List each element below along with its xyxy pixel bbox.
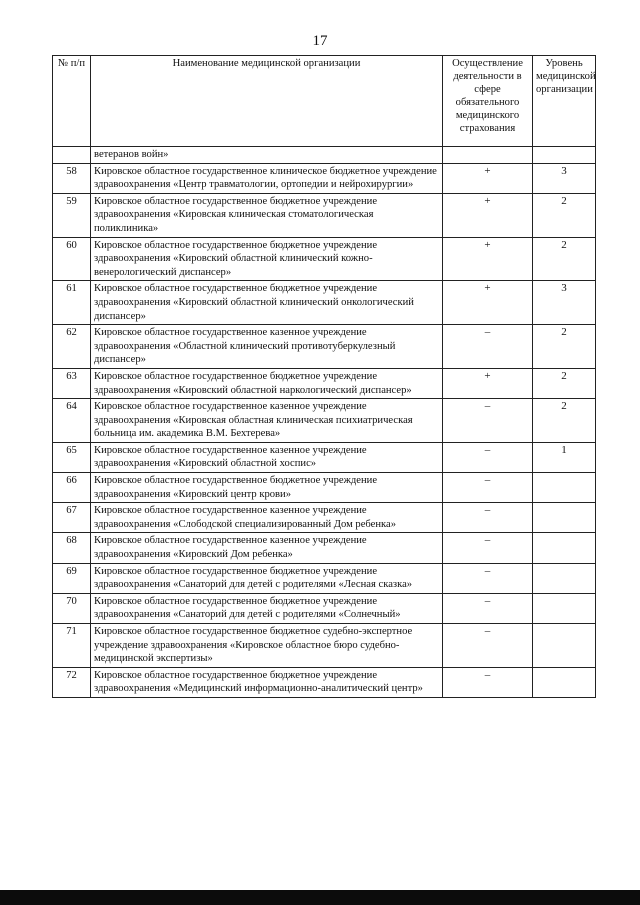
oms-mark: –	[443, 624, 533, 668]
table-row	[53, 593, 596, 623]
organization-name: Кировское областное государственное казенное учреждение здравоохранения «Слободской специализированный Дом ребенка»	[91, 503, 443, 533]
organization-level	[533, 473, 596, 503]
row-number: 69	[53, 563, 91, 593]
row-number: 70	[53, 593, 91, 623]
row-number: 61	[53, 281, 91, 325]
table-row	[53, 399, 596, 443]
page-number: 17	[312, 33, 328, 49]
oms-mark: +	[443, 237, 533, 281]
organization-name: Кировское областное государственное бюджетное учреждение здравоохранения «Кировский областной наркологический диспансер»	[91, 368, 443, 398]
oms-mark: +	[443, 163, 533, 193]
continuation-level	[533, 147, 596, 164]
organization-name: Кировское областное государственное бюджетное учреждение здравоохранения «Кировский областной клинический кожно-венерологический диспансер»	[91, 237, 443, 281]
scan-bottom-border	[0, 890, 640, 905]
table-row	[53, 667, 596, 697]
table-row	[53, 163, 596, 193]
oms-mark: –	[443, 593, 533, 623]
organization-name: Кировское областное государственное бюджетное судебно-экспертное учреждение здравоохранения «Кировское областное бюро судебно-медицинской экспертизы»	[91, 624, 443, 668]
row-number: 67	[53, 503, 91, 533]
continuation-row	[53, 147, 596, 164]
row-number: 66	[53, 473, 91, 503]
table-row	[53, 473, 596, 503]
organization-level: 3	[533, 163, 596, 193]
row-number: 64	[53, 399, 91, 443]
oms-mark: –	[443, 503, 533, 533]
row-number: 59	[53, 193, 91, 237]
organization-level: 2	[533, 193, 596, 237]
oms-mark: +	[443, 368, 533, 398]
organization-name: Кировское областное государственное казенное учреждение здравоохранения «Областной клинический противотуберкулезный диспансер»	[91, 325, 443, 369]
table-row	[53, 624, 596, 668]
organization-level: 2	[533, 237, 596, 281]
organization-name: Кировское областное государственное бюджетное учреждение здравоохранения «Кировский центр крови»	[91, 473, 443, 503]
oms-mark: –	[443, 473, 533, 503]
table-header-row	[53, 56, 596, 147]
row-number: 72	[53, 667, 91, 697]
continuation-num	[53, 147, 91, 164]
table-row	[53, 503, 596, 533]
organization-level: 1	[533, 442, 596, 472]
row-number: 63	[53, 368, 91, 398]
table-row	[53, 563, 596, 593]
oms-mark: –	[443, 533, 533, 563]
organization-level	[533, 667, 596, 697]
organization-name: Кировское областное государственное клиническое бюджетное учреждение здравоохранения «Центр травматологии, ортопедии и нейрохирургии»	[91, 163, 443, 193]
organization-level	[533, 503, 596, 533]
row-number: 71	[53, 624, 91, 668]
continuation-text: ветеранов войн»	[91, 147, 443, 164]
row-number: 68	[53, 533, 91, 563]
organization-level: 3	[533, 281, 596, 325]
row-number: 62	[53, 325, 91, 369]
oms-mark: –	[443, 399, 533, 443]
organization-name: Кировское областное государственное казенное учреждение здравоохранения «Кировская областная клиническая психиатрическая больница им. академика В.М. Бехтерева»	[91, 399, 443, 443]
table-row	[53, 368, 596, 398]
organization-name: Кировское областное государственное бюджетное учреждение здравоохранения «Кировская клиническая стоматологическая поликлиника»	[91, 193, 443, 237]
continuation-oms	[443, 147, 533, 164]
organization-level: 2	[533, 325, 596, 369]
organization-name: Кировское областное государственное бюджетное учреждение здравоохранения «Санаторий для детей с родителями «Солнечный»	[91, 593, 443, 623]
organization-level	[533, 624, 596, 668]
organization-name: Кировское областное государственное казенное учреждение здравоохранения «Кировский Дом ребенка»	[91, 533, 443, 563]
table-row	[53, 442, 596, 472]
table-row	[53, 281, 596, 325]
organization-level: 2	[533, 368, 596, 398]
table-row	[53, 237, 596, 281]
table-row	[53, 193, 596, 237]
medical-organizations-table	[52, 55, 596, 698]
header-num: № п/п	[53, 56, 91, 147]
organization-level	[533, 533, 596, 563]
table-row	[53, 325, 596, 369]
organization-level	[533, 593, 596, 623]
organization-level	[533, 563, 596, 593]
oms-mark: –	[443, 325, 533, 369]
row-number: 60	[53, 237, 91, 281]
oms-mark: –	[443, 563, 533, 593]
organization-name: Кировское областное государственное казенное учреждение здравоохранения «Кировский областной хоспис»	[91, 442, 443, 472]
oms-mark: –	[443, 667, 533, 697]
organization-name: Кировское областное государственное бюджетное учреждение здравоохранения «Санаторий для детей с родителями «Лесная сказка»	[91, 563, 443, 593]
row-number: 65	[53, 442, 91, 472]
table-row	[53, 533, 596, 563]
header-level: Уровень медицинской организации	[533, 56, 596, 147]
header-name: Наименование медицинской организации	[91, 56, 443, 147]
oms-mark: +	[443, 193, 533, 237]
row-number: 58	[53, 163, 91, 193]
oms-mark: +	[443, 281, 533, 325]
header-oms: Осуществление деятельности в сфере обязательного медицинского страхования	[443, 56, 533, 147]
organization-level: 2	[533, 399, 596, 443]
organization-name: Кировское областное государственное бюджетное учреждение здравоохранения «Кировский областной клинический онкологический диспансер»	[91, 281, 443, 325]
oms-mark: –	[443, 442, 533, 472]
organization-name: Кировское областное государственное бюджетное учреждение здравоохранения «Медицинский информационно-аналитический центр»	[91, 667, 443, 697]
